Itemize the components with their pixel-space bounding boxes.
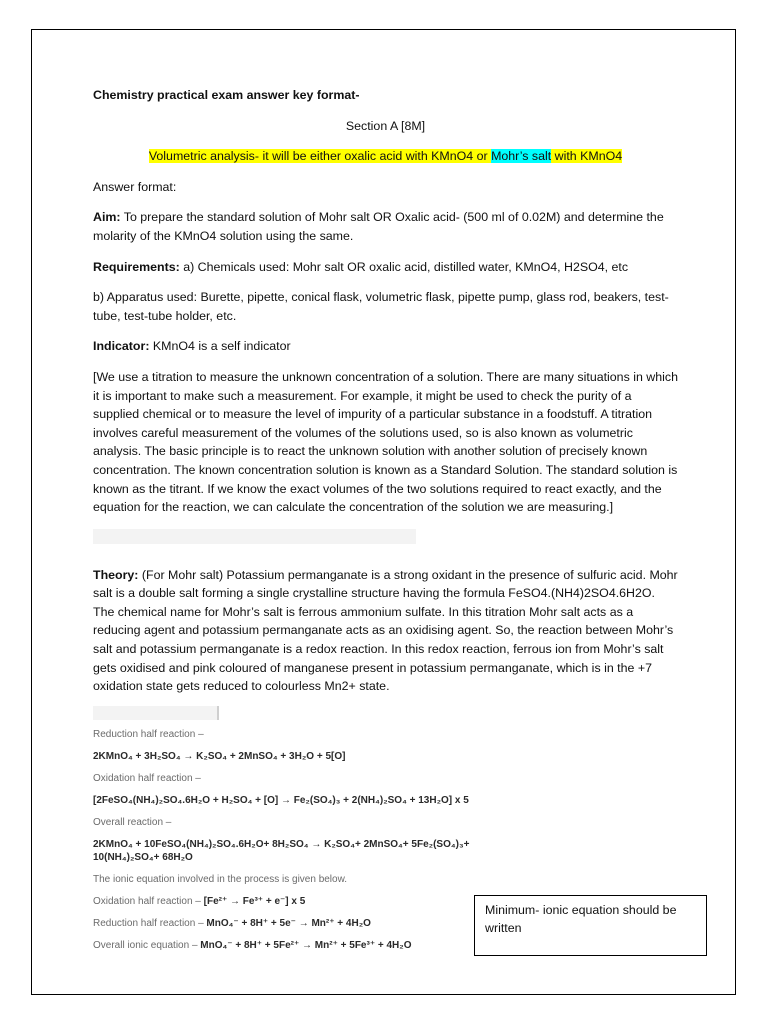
document-content: [93, 86, 678, 961]
ionic-intro: The ionic equation involved in the process is given below.: [93, 873, 348, 885]
requirements-label: Requirements:: [93, 259, 180, 274]
theory-label: Theory:: [93, 567, 139, 582]
ionic-overall-equation: MnO₄⁻ + 8H⁺ + 5Fe²⁺ → Mn²⁺ + 5Fe³⁺ + 4H₂O: [200, 939, 412, 951]
subtitle-highlight-part3: with KMnO4: [551, 149, 623, 164]
document-heading: Chemistry practical exam answer key format-: [93, 88, 360, 102]
blank-image-strip-2: [93, 706, 219, 720]
titration-paragraph: [We use a titration to measure the unknown concentration of a solution. There are many situations in which it is important to make such a measurement. For example, it might be used to check the purity of a supplied chemical or to measure the level of impurity of a particular substance in a foodstuff. A titration involves careful measurement of the volumes of the solutions used, so is also known as volumetric analysis. The basic principle is to react the unknown solution with another solution of precisely known concentration. The known concentration solution is known as a Standard Solution. The standard solution is known as the titrant. If we know the exact volumes of the two solutions required to react exactly, and the equation for the reaction, we can calculate the concentration of the solution we are measuring.]: [93, 369, 678, 515]
reduction-half-label: Reduction half reaction –: [93, 728, 204, 740]
ionic-oxidation-label: Oxidation half reaction –: [93, 895, 204, 907]
theory-text: (For Mohr salt) Potassium permanganate is a strong oxidant in the presence of sulfuric acid. Mohr salt is a double salt forming a single crystalline structure having the formula FeSO4.(NH4)2SO4.6H2O. The chemical name for Mohr’s salt is ferrous ammonium sulfate. In this titration Mohr salt acts as a reducing agent and potassium permanganate acts as an oxidising agent. So, the reaction between Mohr’s salt and potassium permanganate is a redox reaction. In this redox reaction, ferrous ion from Mohr’s salt gets oxidised and pink coloured of manganese present in potassium permanganate, which is in the +7 oxidation state gets reduced to colourless Mn2+ state.: [93, 567, 678, 694]
answer-format-label: Answer format:: [93, 179, 177, 194]
oxidation-half-label: Oxidation half reaction –: [93, 772, 201, 784]
subtitle-highlight-mohr: Mohr’s salt: [491, 149, 552, 164]
note-box: [474, 895, 707, 956]
requirements-paragraph: [93, 258, 678, 277]
requirements-text: a) Chemicals used: Mohr salt OR oxalic acid, distilled water, KMnO4, H2SO4, etc: [179, 259, 629, 274]
aim-paragraph: [93, 208, 678, 245]
indicator-label: Indicator:: [93, 339, 150, 354]
overall-reaction-line1: 2KMnO₄ + 10FeSO₄(NH₄)₂SO₄.6H₂O+ 8H₂SO₄ → K₂SO₄+ 2MnSO₄+ 5Fe₂(SO₄)₃+: [93, 838, 470, 850]
ionic-reduction-equation: MnO₄⁻ + 8H⁺ + 5e⁻ → Mn²⁺ + 4H₂O: [206, 917, 371, 929]
overall-reaction-label: Overall reaction –: [93, 816, 172, 828]
ionic-overall-label: Overall ionic equation –: [93, 939, 201, 951]
apparatus-paragraph: b) Apparatus used: Burette, pipette, conical flask, volumetric flask, pipette pump, glass rod, beakers, test-tube, test-tube holder, etc.: [93, 290, 669, 323]
overall-reaction-line2: 10(NH₄)₂SO₄+ 68H₂O: [93, 851, 193, 863]
ionic-oxidation-equation: [Fe²⁺ → Fe³⁺ + e⁻] x 5: [203, 895, 306, 907]
subtitle-highlight-part1: Volumetric analysis- it will be either oxalic acid with KMnO4 or: [148, 149, 492, 164]
theory-paragraph: [93, 566, 678, 696]
oxidation-half-equation: [2FeSO₄(NH₄)₂SO₄.6H₂O + H₂SO₄ + [O] → Fe₂(SO₄)₃ + 2(NH₄)₂SO₄ + 13H₂O] x 5: [93, 794, 469, 806]
note-text: Minimum- ionic equation should be written: [485, 903, 677, 935]
indicator-text: KMnO4 is a self indicator: [149, 339, 291, 354]
aim-label: Aim:: [93, 210, 121, 225]
ionic-reduction-label: Reduction half reaction –: [93, 917, 207, 929]
aim-text: To prepare the standard solution of Mohr salt OR Oxalic acid- (500 ml of 0.02M) and determine the molarity of the KMnO4 solution using the same.: [93, 210, 664, 243]
section-subtitle: [93, 147, 678, 166]
indicator-paragraph: [93, 337, 678, 356]
blank-image-strip: [93, 529, 416, 544]
section-title: Section A [8M]: [345, 118, 426, 133]
reduction-half-equation: 2KMnO₄ + 3H₂SO₄ → K₂SO₄ + 2MnSO₄ + 3H₂O + 5[O]: [93, 750, 346, 762]
